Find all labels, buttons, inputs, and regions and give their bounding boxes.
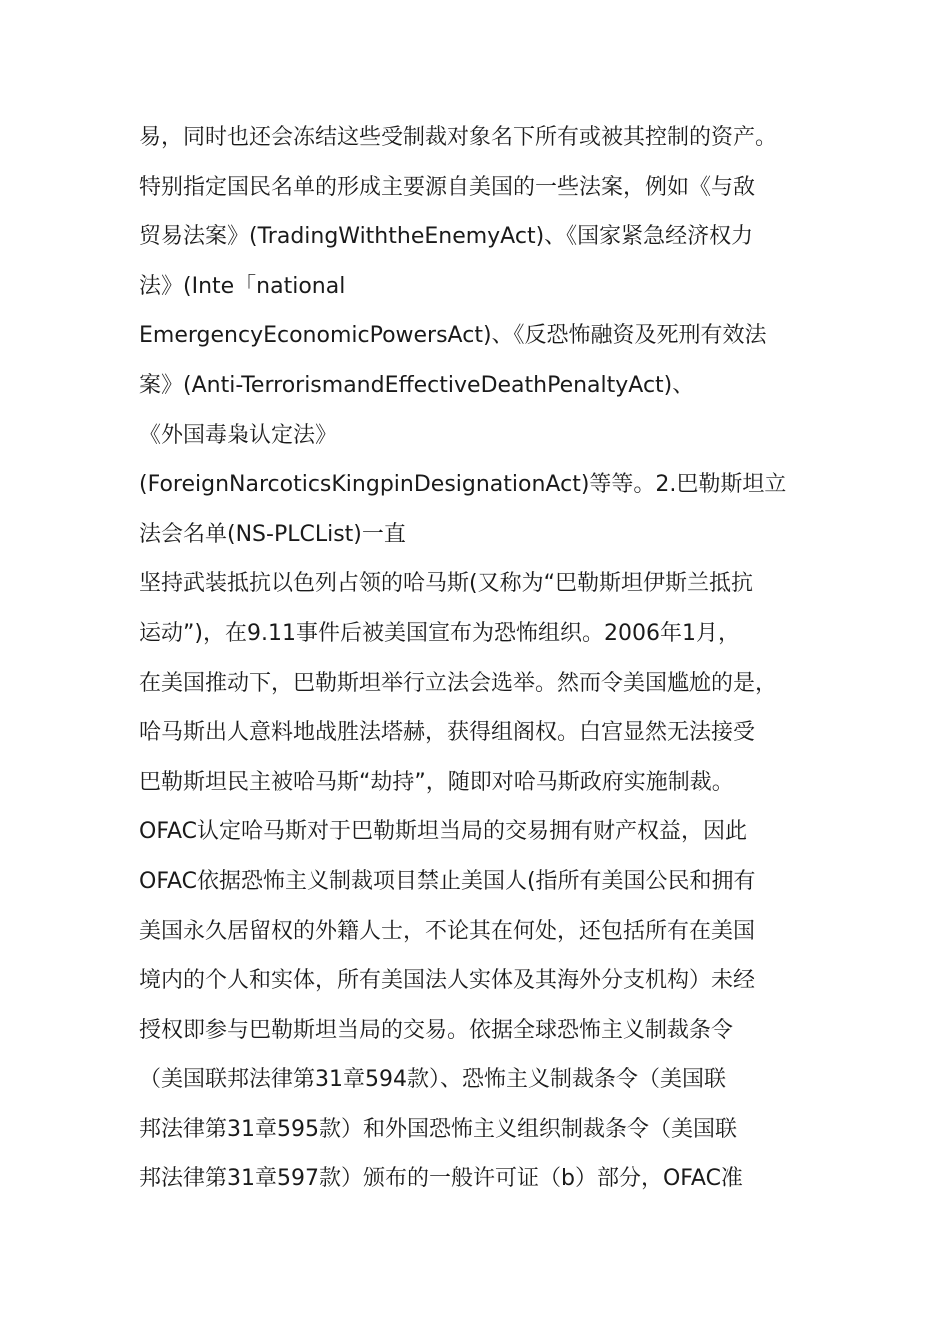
text-line: OFAC依据恐怖主义制裁项目禁止美国人(指所有美国公民和拥有	[139, 868, 756, 894]
text-line: 美国永久居留权的外籍人士，不论其在何处，还包括所有在美国	[139, 918, 756, 944]
text-line: 邦法律第31章597款）颁布的一般许可证（b）部分，OFAC准	[139, 1166, 743, 1192]
text-line: 巴勒斯坦民主被哈马斯“劫持”，随即对哈马斯政府实施制裁。	[139, 769, 734, 795]
text-line: 特别指定国民名单的形成主要源自美国的一些法案，例如《与敌	[139, 174, 756, 200]
text-line: EmergencyEconomicPowersAct)、《反恐怖融资及死刑有效法	[139, 323, 767, 349]
text-line: OFAC认定哈马斯对于巴勒斯坦当局的交易拥有财产权益，因此	[139, 819, 747, 845]
text-line: 哈马斯出人意料地战胜法塔赫，获得组阁权。白宫显然无法接受	[139, 720, 756, 746]
text-line: 贸易法案》(TradingWiththeEnemyAct)、《国家紧急经济权力	[139, 224, 754, 250]
text-line: 法会名单(NS-PLCList)一直	[139, 521, 406, 547]
text-line: 运动”)，在9.11事件后被美国宣布为恐怖组织。2006年1月，	[139, 620, 740, 646]
body-text	[139, 113, 829, 1204]
text-line: 授权即参与巴勒斯坦当局的交易。依据全球恐怖主义制裁条令	[139, 1017, 734, 1043]
text-line: (ForeignNarcoticsKingpinDesignationAct)等等。2.巴勒斯坦立	[139, 472, 787, 498]
text-line: 易，同时也还会冻结这些受制裁对象名下所有或被其控制的资产。	[139, 125, 778, 150]
text-line: 《外国毒枭认定法》	[139, 422, 338, 448]
text-line: 邦法律第31章595款）和外国恐怖主义组织制裁条令（美国联	[139, 1116, 737, 1142]
text-line: 坚持武装抵抗以色列占领的哈马斯(又称为“巴勒斯坦伊斯兰抵抗	[139, 571, 753, 597]
text-line: 法》(Inte「national	[139, 273, 346, 299]
text-line: 在美国推动下，巴勒斯坦举行立法会选举。然而令美国尴尬的是，	[139, 670, 778, 696]
text-line: （美国联邦法律第31章594款）、恐怖主义制裁条令（美国联	[139, 1067, 726, 1093]
text-line: 境内的个人和实体，所有美国法人实体及其海外分支机构）未经	[139, 968, 756, 994]
text-line: 案》(Anti-TerrorismandEffectiveDeathPenaltyAct)、	[139, 372, 695, 398]
